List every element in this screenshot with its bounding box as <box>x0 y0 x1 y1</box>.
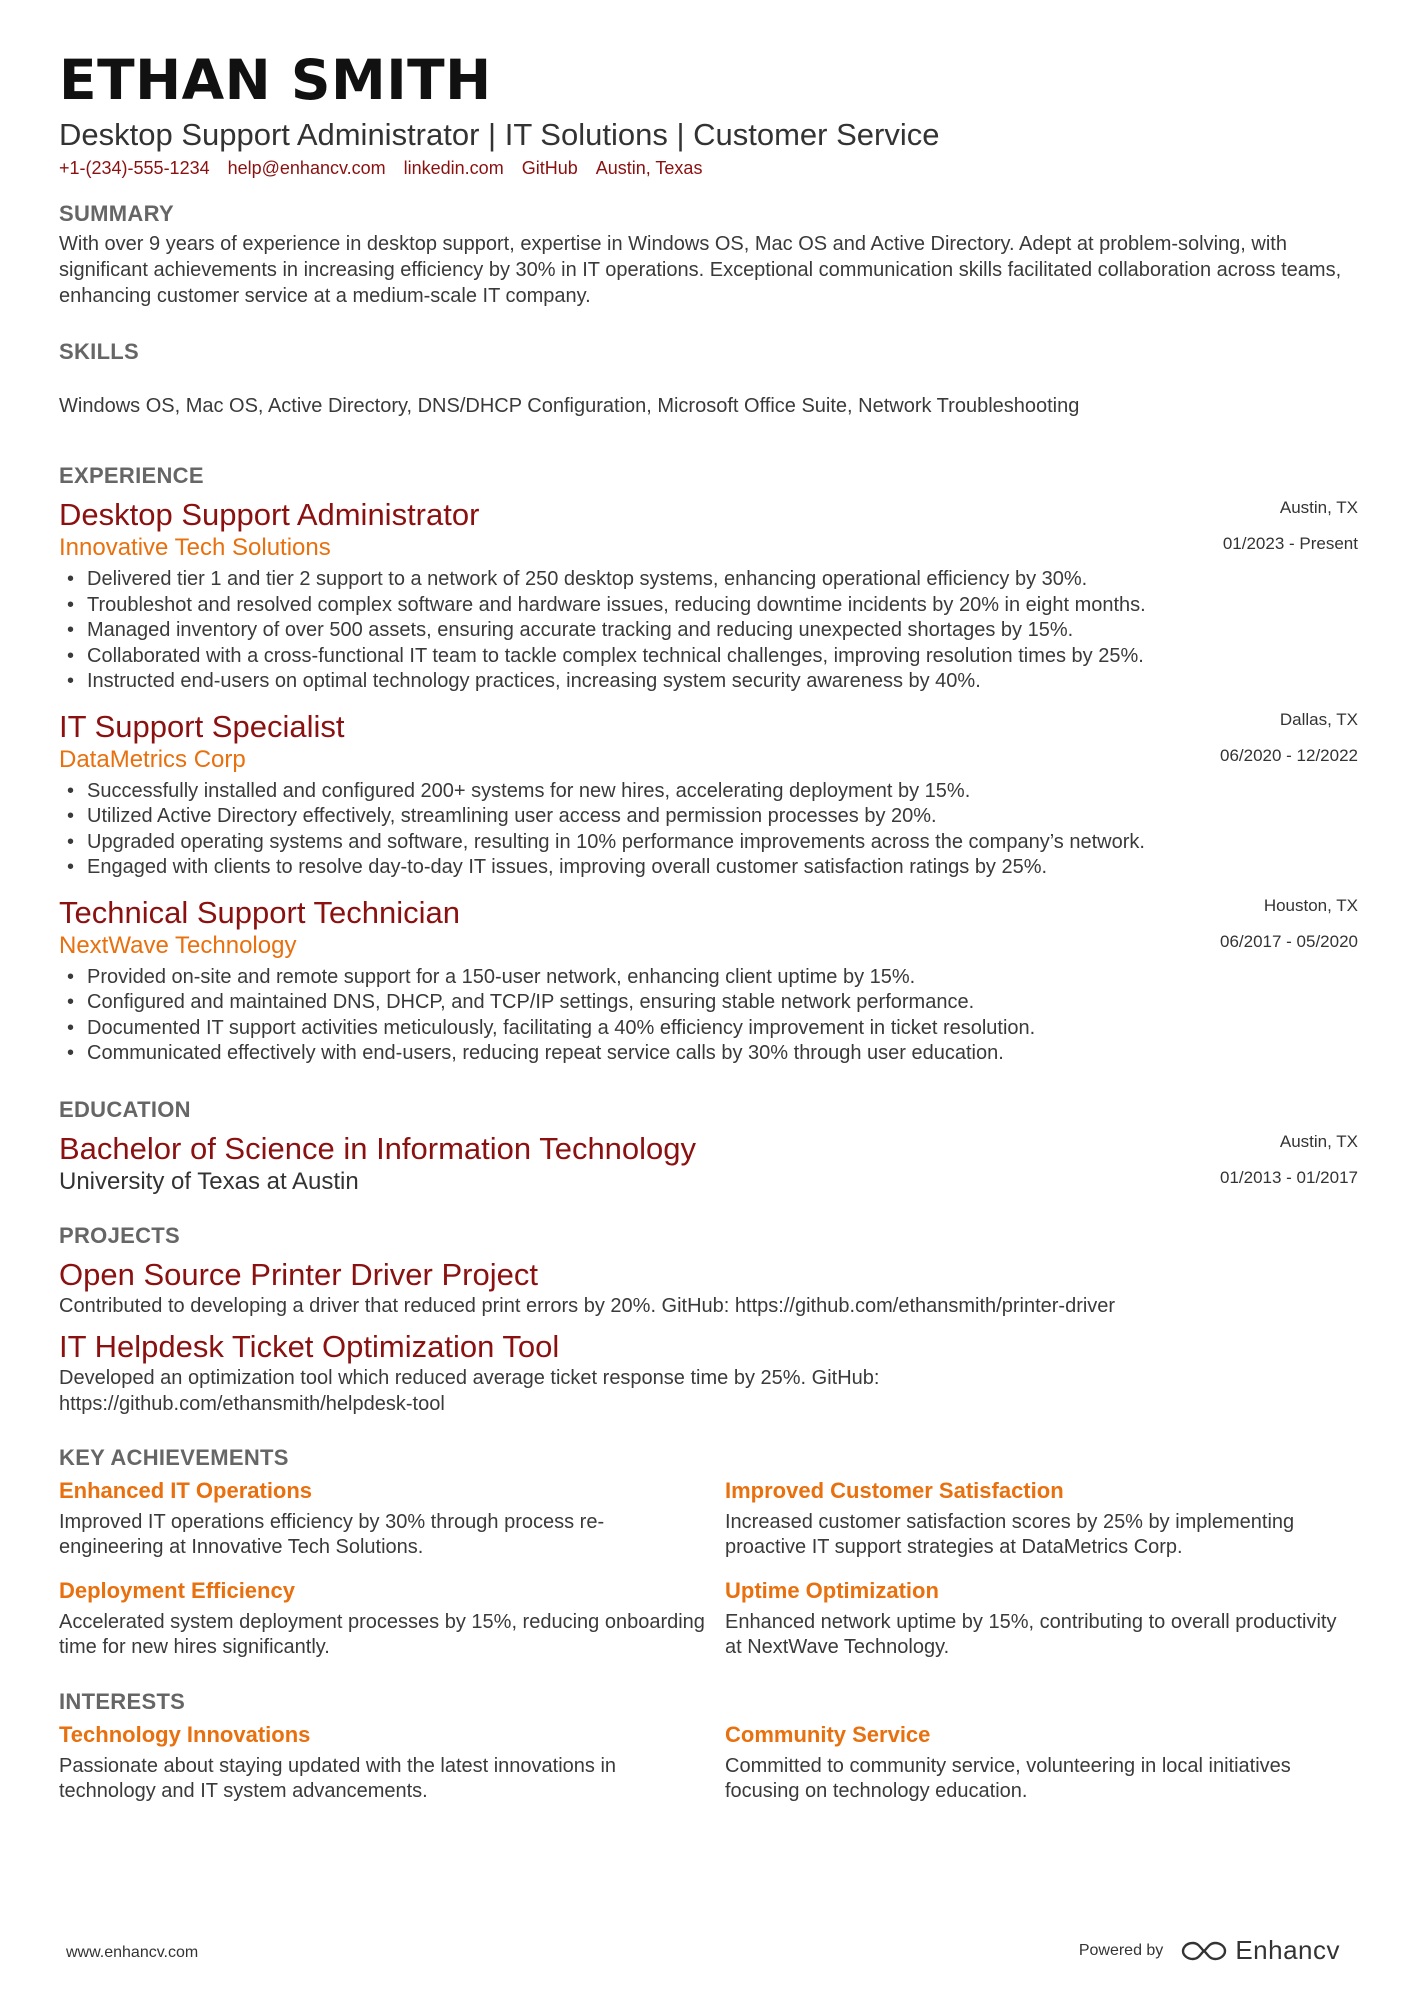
project-title: IT Helpdesk Ticket Optimization Tool <box>59 1328 560 1364</box>
enhancv-logo-text: Enhancv <box>1235 1935 1340 1965</box>
section-title-projects: PROJECTS <box>59 1222 180 1248</box>
achievement-title: Deployment Efficiency <box>59 1577 295 1603</box>
candidate-name: ETHAN SMITH <box>59 48 492 112</box>
education-section <box>59 1097 1358 1197</box>
interest-desc: Committed to community service, volunteering in local initiatives focusing on technology education. <box>725 1754 1291 1802</box>
education-degree: Bachelor of Science in Information Technology <box>59 1130 697 1166</box>
job-location: Dallas, TX <box>1279 709 1358 729</box>
achievement-desc: Enhanced network uptime by 15%, contributing to overall productivity at NextWave Technology. <box>725 1610 1337 1658</box>
job-entry <box>59 497 1358 695</box>
job-bullet: • Collaborated with a cross-functional IT team to tackle complex technical challenges, improving resolution times by 25%. <box>59 644 1358 670</box>
summary-section <box>59 201 1358 309</box>
project-item <box>59 1257 1358 1319</box>
job-company: DataMetrics Corp <box>59 745 246 773</box>
section-title-skills: SKILLS <box>59 339 140 364</box>
job-bullet: • Engaged with clients to resolve day-to-day IT issues, improving overall customer satisfaction ratings by 25%. <box>59 855 1358 881</box>
contact-linkedin[interactable]: linkedin.com <box>403 158 504 178</box>
job-bullet: • Upgraded operating systems and software, resulting in 10% performance improvements across the company’s network. <box>59 830 1358 856</box>
achievement-desc: Increased customer satisfaction scores by 25% by implementing proactive IT support strategies at DataMetrics Corp. <box>725 1510 1295 1558</box>
job-bullet: • Instructed end-users on optimal technology practices, increasing system security awareness by 40%. <box>59 669 1358 695</box>
footer-website[interactable]: www.enhancv.com <box>66 1944 199 1961</box>
experience-section <box>59 463 1358 1067</box>
job-dates: 06/2017 - 05/2020 <box>1219 931 1358 951</box>
skills-section <box>59 339 1358 419</box>
candidate-subtitle: Desktop Support Administrator | IT Solutions | Customer Service <box>59 117 940 152</box>
job-bullets <box>59 779 1358 881</box>
job-bullet: • Documented IT support activities meticulously, facilitating a 40% efficiency improvement in ticket resolution. <box>59 1016 1358 1042</box>
achievement-desc: Improved IT operations efficiency by 30% through process re-engineering at Innovative Tech Solutions. <box>59 1510 605 1558</box>
job-bullet: • Successfully installed and configured 200+ systems for new hires, accelerating deployment by 15%. <box>59 779 1358 805</box>
achievement-item <box>725 1577 1358 1661</box>
projects-section <box>59 1223 1358 1417</box>
achievements-grid <box>59 1477 1358 1661</box>
enhancv-logo[interactable] <box>1181 1935 1340 1966</box>
job-bullets <box>59 567 1358 695</box>
contact-email[interactable]: help@enhancv.com <box>227 158 386 178</box>
project-desc: Developed an optimization tool which reduced average ticket response time by 25%. GitHub: https://github.com/ethansmith/helpdesk-tool <box>59 1366 880 1415</box>
achievement-item <box>59 1477 725 1561</box>
interests-grid <box>59 1721 1358 1805</box>
interest-desc: Passionate about staying updated with the latest innovations in technology and IT system advancements. <box>59 1754 617 1802</box>
job-company: NextWave Technology <box>59 931 297 959</box>
education-location: Austin, TX <box>1279 1131 1358 1151</box>
job-bullet: • Communicated effectively with end-users, reducing repeat service calls by 30% through user education. <box>59 1041 1358 1067</box>
job-entry <box>59 895 1358 1067</box>
section-title-experience: EXPERIENCE <box>59 463 204 488</box>
contact-location: Austin, Texas <box>595 158 703 178</box>
project-item <box>59 1329 1358 1417</box>
achievement-title: Uptime Optimization <box>725 1577 939 1603</box>
job-bullets <box>59 965 1358 1067</box>
job-dates: 06/2020 - 12/2022 <box>1219 745 1358 765</box>
job-bullet: • Troubleshot and resolved complex software and hardware issues, reducing downtime incidents by 20% in eight months. <box>59 593 1358 619</box>
contact-phone[interactable]: +1-(234)-555-1234 <box>59 158 210 178</box>
job-location: Houston, TX <box>1263 895 1358 915</box>
skills-text: Windows OS, Mac OS, Active Directory, DNS/DHCP Configuration, Microsoft Office Suite, Network Troubleshooting <box>59 395 1080 417</box>
achievement-title: Enhanced IT Operations <box>59 1477 313 1503</box>
education-school: University of Texas at Austin <box>59 1167 359 1195</box>
project-title: Open Source Printer Driver Project <box>59 1256 538 1292</box>
achievement-desc: Accelerated system deployment processes by 15%, reducing onboarding time for new hires significantly. <box>59 1610 705 1658</box>
job-bullet: • Configured and maintained DNS, DHCP, and TCP/IP settings, ensuring stable network performance. <box>59 990 1358 1016</box>
contact-list <box>59 157 1358 179</box>
header <box>59 48 1358 179</box>
job-title: Desktop Support Administrator <box>59 497 480 532</box>
job-entry <box>59 709 1358 881</box>
section-title-achievements: KEY ACHIEVEMENTS <box>59 1444 289 1470</box>
achievements-section <box>59 1445 1358 1661</box>
job-company: Innovative Tech Solutions <box>59 534 331 561</box>
achievement-item <box>725 1477 1358 1561</box>
section-title-education: EDUCATION <box>59 1096 191 1122</box>
job-location: Austin, TX <box>1279 498 1358 517</box>
job-dates: 01/2023 - Present <box>1222 534 1358 553</box>
section-title-interests: INTERESTS <box>59 1688 186 1714</box>
interest-item <box>59 1721 725 1805</box>
achievement-title: Improved Customer Satisfaction <box>725 1477 1064 1503</box>
contact-github[interactable]: GitHub <box>521 158 578 178</box>
interest-title: Community Service <box>725 1721 931 1747</box>
enhancv-logo-icon <box>1181 1939 1227 1963</box>
job-bullet: • Managed inventory of over 500 assets, ensuring accurate tracking and reducing unexpected shortages by 15%. <box>59 618 1358 644</box>
interests-section <box>59 1689 1358 1805</box>
achievement-item <box>59 1577 725 1661</box>
project-desc: Contributed to developing a driver that reduced print errors by 20%. GitHub: https://github.com/ethansmith/printer-driver <box>59 1294 1116 1317</box>
interest-item <box>725 1721 1358 1805</box>
job-title: Technical Support Technician <box>59 894 460 930</box>
job-bullet: • Delivered tier 1 and tier 2 support to a network of 250 desktop systems, enhancing operational efficiency by 30%. <box>59 567 1358 593</box>
job-bullet: • Provided on-site and remote support for a 150-user network, enhancing client uptime by 15%. <box>59 965 1358 991</box>
job-title: IT Support Specialist <box>59 708 345 744</box>
powered-by-label: Powered by <box>1078 1941 1164 1959</box>
footer-branding <box>1079 1935 1340 1966</box>
summary-text: With over 9 years of experience in desktop support, expertise in Windows OS, Mac OS and Active Directory. Adept at problem-solving, with significant achievements in increasing efficiency by 30% in IT operations. Exceptional communication skills facilitated collaboration across teams, enhancing customer service at a medium-scale IT company. <box>59 233 1342 307</box>
interest-title: Technology Innovations <box>59 1721 311 1747</box>
section-title-summary: SUMMARY <box>59 201 174 226</box>
education-dates: 01/2013 - 01/2017 <box>1219 1167 1358 1187</box>
resume-page <box>59 48 1358 1805</box>
education-entry <box>59 1131 1358 1197</box>
job-bullet: • Utilized Active Directory effectively, streamlining user access and permission processes by 20%. <box>59 804 1358 830</box>
